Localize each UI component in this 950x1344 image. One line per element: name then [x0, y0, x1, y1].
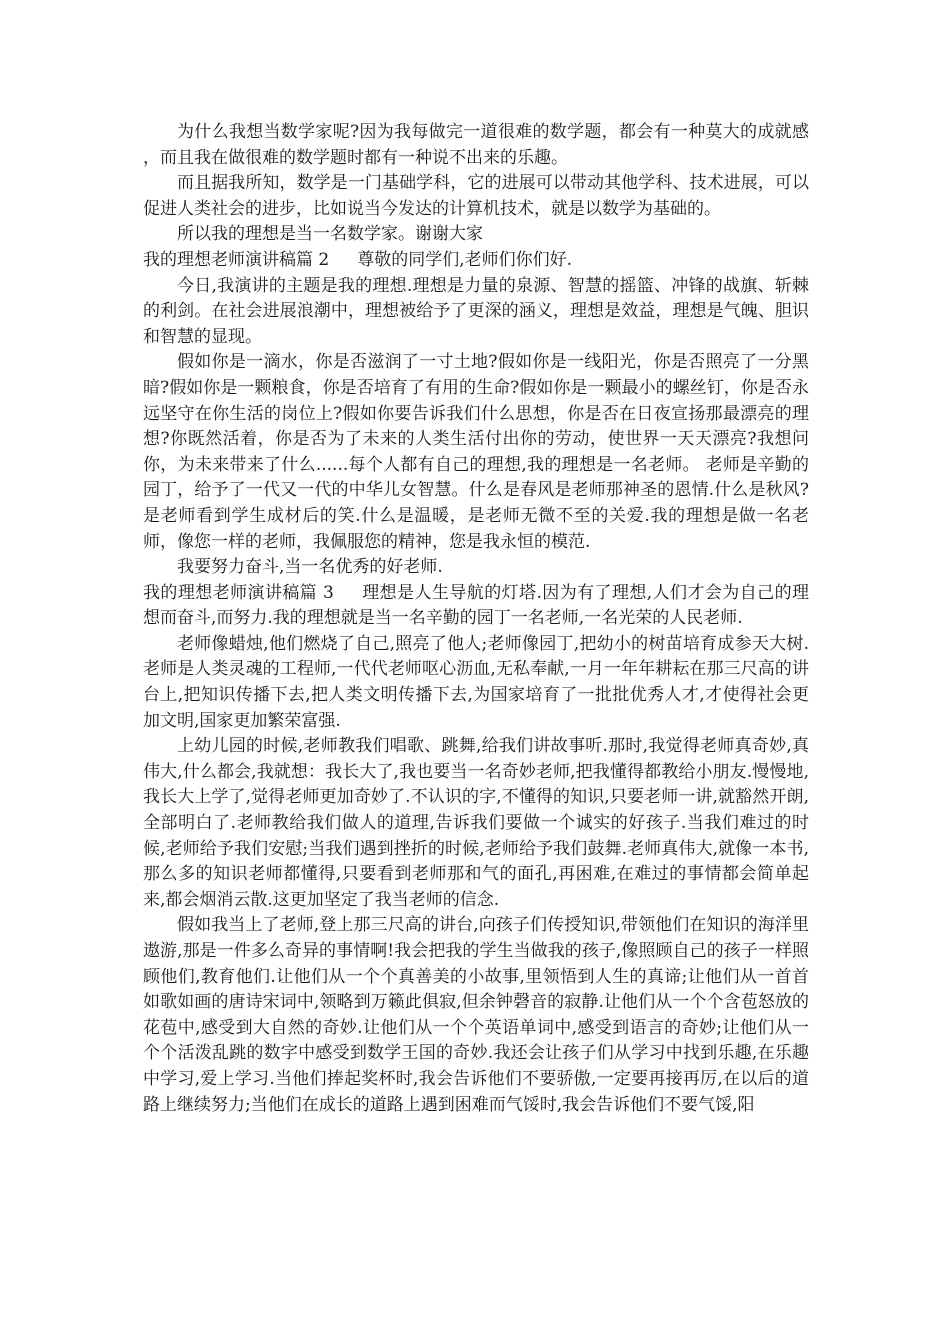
paragraph: 上幼儿园的时候,老师教我们唱歌、跳舞,给我们讲故事听.那时,我觉得老师真奇妙,真伟大,什么都会,我就想：我长大了,我也要当一名奇妙老师,把我懂得都教给小朋友.慢慢地,我长大上学了,觉得老师更加奇妙了.不认识的字,不懂得的知识,只要老师一讲,就豁然开朗,全部明白了.老师教给我们做人的道理,告诉我们要做一个诚实的好孩子.当我们难过的时候,老师给予我们安慰;当我们遇到挫折的时候,老师给予我们鼓舞.老师真伟大,就像一本书,那么多的知识老师都懂得,只要看到老师那和气的面孔,再困难,在难过的事情都会简单起来,都会烟消云散.这更加坚定了我当老师的信念. — [143, 736, 809, 910]
section-title: 我的理想老师演讲稿篇 2 — [143, 249, 330, 270]
section-first-line: 尊敬的同学们,老师们你们好. — [357, 249, 573, 270]
paragraph: 我要努力奋斗,当一名优秀的好老师. — [177, 557, 443, 578]
paragraph: 假如我当上了老师,登上那三尺高的讲台,向孩子们传授知识,带领他们在知识的海洋里遨游,那是一件多么奇异的事情啊!我会把我的学生当做我的孩子,像照顾自己的孩子一样照顾他们,教育他们.让他们从一个个真善美的小故事,里领悟到人生的真谛;让他们从一首首如歌如画的唐诗宋词中,领略到万籁此俱寂,但余钟磬音的寂静.让他们从一个个含苞怒放的花苞中,感受到大自然的奇妙.让他们从一个个英语单词中,感受到语言的奇妙;让他们从一个个活泼乱跳的数字中感受到数学王国的奇妙.我还会让孩子们从学习中找到乐趣,在乐趣中学习,爱上学习.当他们捧起奖杯时,我会告诉他们不要骄傲,一定要再接再厉,在以后的道路上继续努力;当他们在成长的道路上遇到困难而气馁时,我会告诉他们不要气馁,阳 — [143, 915, 809, 1115]
paragraph: 今日,我演讲的主题是我的理想.理想是力量的泉源、智慧的摇篮、冲锋的战旗、斩棘的利剑。在社会进展浪潮中，理想被给予了更深的涵义，理想是效益，理想是气魄、胆识和智慧的显现。 — [143, 275, 809, 347]
paragraph: 老师像蜡烛,他们燃烧了自己,照亮了他人;老师像园丁,把幼小的树苗培育成参天大树.老师是人类灵魂的工程师,一代代老师呕心沥血,无私奉献,一月一年年耕耘在那三尺高的讲台上,把知识传播下去,把人类文明传播下去,为国家培育了一批批优秀人才,才使得社会更加文明,国家更加繁荣富强. — [143, 633, 809, 731]
paragraph: 假如你是一滴水，你是否滋润了一寸土地?假如你是一线阳光，你是否照亮了一分黑暗?假如你是一颗粮食，你是否培育了有用的生命?假如你是一颗最小的螺丝钉，你是否永远坚守在你生活的岗位上?假如你要告诉我们什么思想，你是否在日夜宣扬那最漂亮的理想?你既然活着，你是否为了未来的人类生活付出你的劳动，使世界一天天漂亮?我想问你，为未来带来了什么......每个人都有自己的理想,我的理想是一名老师。 老师是辛勤的园丁，给予了一代又一代的中华儿女智慧。什么是春风是老师那神圣的恩情.什么是秋风?是老师看到学生成材后的笑.什么是温暖，是老师无微不至的关爱.我的理想是做一名老师，像您一样的老师，我佩服您的精神，您是我永恒的模范. — [143, 352, 809, 552]
section-heading-paragraph — [143, 581, 809, 632]
paragraph: 所以我的理想是当一名数学家。谢谢大家 — [177, 224, 483, 245]
section-first-line: 理想是人生导航的灯塔.因为有了理想,人们才会为自己的理想而奋斗,而努力.我的理想就是当一名辛勤的园丁一名老师,一名光荣的人民老师. — [143, 582, 809, 629]
paragraph: 为什么我想当数学家呢?因为我每做完一道很难的数学题，都会有一种莫大的成就感 ，而且我在做很难的数学题时都有一种说不出来的乐趣。 — [143, 122, 809, 168]
document-body — [143, 120, 809, 1118]
paragraph: 而且据我所知，数学是一门基础学科，它的进展可以带动其他学科、技术进展，可以促进人类社会的进步，比如说当今发达的计算机技术，就是以数学为基础的。 — [143, 173, 809, 219]
section-title: 我的理想老师演讲稿篇 3 — [143, 582, 334, 603]
section-heading-paragraph — [143, 248, 809, 274]
